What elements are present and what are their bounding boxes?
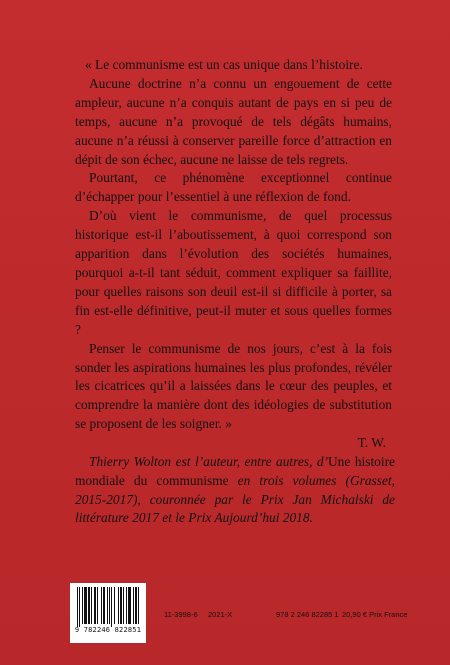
barcode-bars [76,587,140,627]
barcode-bar [97,587,98,624]
author-bio [75,453,395,527]
catalog-code: 11-3998-6 [164,610,198,619]
barcode-bar [126,587,127,624]
barcode-bar [138,587,139,624]
barcode-bar [94,587,96,624]
barcode-bar [114,587,115,624]
barcode-bar [103,587,105,624]
barcode-bar [133,587,134,624]
barcode-bar [120,587,122,624]
barcode-bar [84,587,87,624]
signature: T. W. [357,435,386,451]
barcode-bar [128,587,131,624]
author-bio-text-1: Thierry Wolton est l’auteur, entre autres, d’ [89,454,329,470]
price: 20,90 € Prix France [342,610,408,619]
barcode-bar [82,587,83,624]
author-bio-text-2: en trois volumes (Grasset, 2015-2017), couronnée par le Prix Jan Michalski de littérature 2017 et le Prix Aujourd’hui 2018. [75,472,395,526]
barcode-bar [107,587,108,624]
book-title: Une histoire mondiale du communisme [75,454,395,488]
barcode-bar [79,587,80,627]
blurb [75,56,392,453]
barcode-bar [101,587,102,624]
blurb-paragraph-3: Pourtant, ce phénomène exceptionnel continue d’échapper pour l’essentiel à une réflexion de fond. [75,170,392,205]
barcode-number: 9 782246 822851 [74,626,142,634]
barcode-bar [88,587,90,624]
barcode [70,583,146,643]
barcode-bar [77,587,78,627]
blurb-paragraph-1: « Le communisme est un cas unique dans l’histoire. [85,57,363,72]
blurb-paragraph-2: Aucune doctrine n’a connu un engouement de cette ampleur, aucune n’a conquis autant de pays en si peu de temps, aucune n’a provoqué de tels dégâts humains, aucune n’a réussi à conserver pareille force d’attraction en dépit de son échec, aucune ne laisse de tels regrets. [75,75,392,167]
barcode-bar [123,587,124,624]
barcode-bar [135,587,137,624]
barcode-bar [91,587,92,624]
barcode-bar [109,587,110,624]
barcode-bar [111,587,112,627]
print-code: 2021-X [208,610,233,619]
blurb-paragraph-5: Penser le communisme de nos jours, c’est à la fois sonder les aspirations humaines les plus profondes, révéler les cicatrices qu’il a laissées dans le cœur des peuples, et comprendre la manière dont des idéologies de substitution se proposent de les soigner. » [75,340,392,432]
isbn: 978 2 246 82285 1 [276,610,339,619]
blurb-paragraph-4: D’où vient le communisme, de quel processus historique est-il l’aboutissement, à quoi correspond son apparition dans l’évolution des sociétés humaines, pourquoi a-t-il tant séduit, comment expliquer sa faillite, pour quelles raisons son deuil est-il si difficile à porter, sa fin est-elle définitive, peut-il muter et sous quelles formes ? [75,208,392,337]
barcode-bar [118,587,119,624]
